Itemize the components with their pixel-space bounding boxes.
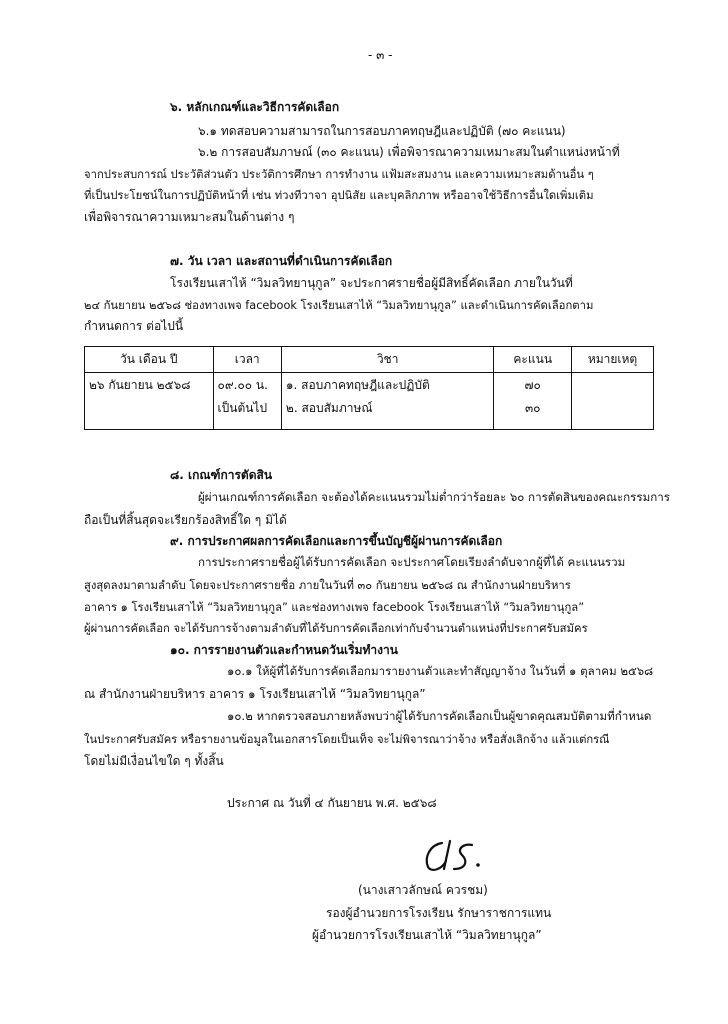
section-6-heading: ๖. หลักเกณฑ์และวิธีการคัดเลือก [170,100,340,114]
section-9-line: ผู้ผ่านการคัดเลือก จะได้รับการจ้างตามลำดับที่ได้รับการคัดเลือกเท่ากับจำนวนตำแหน่งที่ประกาศรับสมัคร [84,622,588,635]
cell-date [85,373,214,430]
score-1: ๗๐ [524,378,541,392]
section-9-line: อาคาร ๑ โรงเรียนเสาไห้ “วิมลวิทยานุกูล” และช่องทางเพจ facebook โรงเรียนเสาไห้ “วิมลวิทยานุกูล” [84,601,585,614]
score-2: ๓๐ [524,401,541,415]
section-6-line: ที่เป็นประโยชน์ในการปฏิบัติหน้าที่ เช่น ท่วงทีวาจา อุปนิสัย และบุคลิกภาพ หรืออาจใช้วิธีการอื่นใดเพิ่มเติม [84,189,594,202]
announce-date: ประกาศ ณ วันที่ ๔ กันยายน พ.ศ. ๒๕๖๘ [227,796,437,810]
section-8-heading: ๘. เกณฑ์การตัดสิน [170,468,273,482]
section-7-line: ๒๔ กันยายน ๒๕๖๘ ช่องทางเพจ facebook โรงเรียนเสาไห้ “วิมลวิทยานุกูล” และดำเนินการคัดเลือกตาม [84,299,594,312]
signatory-position: รองผู้อำนวยการโรงเรียน รักษาราชการแทน [326,906,552,920]
signatory-position: ผู้อำนวยการโรงเรียนเสาไห้ “วิมลวิทยานุกูล” [312,928,542,942]
table-header-row [85,347,654,373]
section-8-line: ผู้ผ่านเกณฑ์การคัดเลือก จะต้องได้คะแนนรวมไม่ต่ำกว่าร้อยละ ๖๐ การตัดสินของคณะกรรมการ [198,490,671,504]
section-6-line: ๖.๒ การสอบสัมภาษณ์ (๓๐ คะแนน) เพื่อพิจารณาความเหมาะสมในตำแหน่งหน้าที่ [198,145,620,159]
section-10-line: ๑๐.๑ ให้ผู้ที่ได้รับการคัดเลือกมารายงานตัวและทำสัญญาจ้าง ในวันที่ ๑ ตุลาคม ๒๕๖๘ [227,664,654,678]
header-note: หมายเหตุ [572,347,654,373]
section-9-heading: ๙. การประกาศผลการคัดเลือกและการขึ้นบัญชีผู้ผ่านการคัดเลือก [170,534,503,548]
schedule-table [84,346,654,430]
section-10-line: ในประกาศรับสมัคร หรือรายงานข้อมูลในเอกสารโดยเป็นเท็จ จะไม่พิจารณาว่าจ้าง หรือสั่งเลิกจ้าง แล้วแต่กรณี [84,733,610,746]
header-time: เวลา [213,347,281,373]
section-7-heading: ๗. วัน เวลา และสถานที่ดำเนินการคัดเลือก [170,254,393,268]
section-10-heading: ๑๐. การรายงานตัวและกำหนดวันเริ่มทำงาน [170,643,398,657]
section-10-line: ๑๐.๒ หากตรวจสอบภายหลังพบว่าผู้ได้รับการคัดเลือกเป็นผู้ขาดคุณสมบัติตามที่กำหนด [227,709,652,723]
subject-1: ๑. สอบภาคทฤษฎีและปฏิบัติ [285,378,430,392]
header-score: คะแนน [494,347,572,373]
cell-subject [281,373,493,430]
section-6-line: ๖.๑ ทดสอบความสามารถในการสอบภาคทฤษฎีและปฏิบัติ (๗๐ คะแนน) [198,124,566,138]
section-6-line: เพื่อพิจารณาความเหมาะสมในด้านต่าง ๆ [84,210,295,224]
table-row [85,373,654,430]
section-9-line: สูงสุดลงมาตามลำดับ โดยจะประกาศรายชื่อ ภายในวันที่ ๓๐ กันยายน ๒๕๖๘ ณ สำนักงานฝ่ายบริหาร [84,579,571,592]
section-10-line: โดยไม่มีเงื่อนไขใด ๆ ทั้งสิ้น [84,754,224,768]
section-6-line: จากประสบการณ์ ประวัติส่วนตัว ประวัติการศึกษา การทำงาน แฟ้มสะสมงาน และความเหมาะสมด้านอื่น ๆ [84,168,594,181]
header-subject: วิชา [281,347,493,373]
time-onward: เป็นต้นไป [217,401,268,415]
page-number: - ๓ - [368,48,393,62]
section-9-line: การประกาศรายชื่อผู้ได้รับการคัดเลือก จะประกาศโดยเรียงลำดับจากผู้ที่ได้ คะแนนรวม [198,555,626,569]
section-7-line: กำหนดการ ต่อไปนี้ [84,319,184,333]
section-7-line: โรงเรียนเสาไห้ “วิมลวิทยานุกูล” จะประกาศรายชื่อผู้มีสิทธิ์คัดเลือก ภายในวันที่ [170,276,573,290]
cell-time [213,373,281,430]
cell-score [494,373,572,430]
header-date: วัน เดือน ปี [85,347,214,373]
section-10-line: ณ สำนักงานฝ่ายบริหาร อาคาร ๑ โรงเรียนเสาไห้ “วิมลวิทยานุกูล” [84,687,426,701]
time-start: ๐๙.๐๐ น. [217,378,268,392]
date-text: ๒๖ กันยายน ๒๕๖๘ [89,378,191,392]
signatory-name: (นางเสาวลักษณ์ ควรชม) [358,883,488,897]
cell-note [572,373,654,430]
section-8-line: ถือเป็นที่สิ้นสุดจะเรียกร้องสิทธิ์ใด ๆ มิได้ [84,513,287,527]
subject-2: ๒. สอบสัมภาษณ์ [285,401,373,415]
signature-mark [420,835,492,877]
